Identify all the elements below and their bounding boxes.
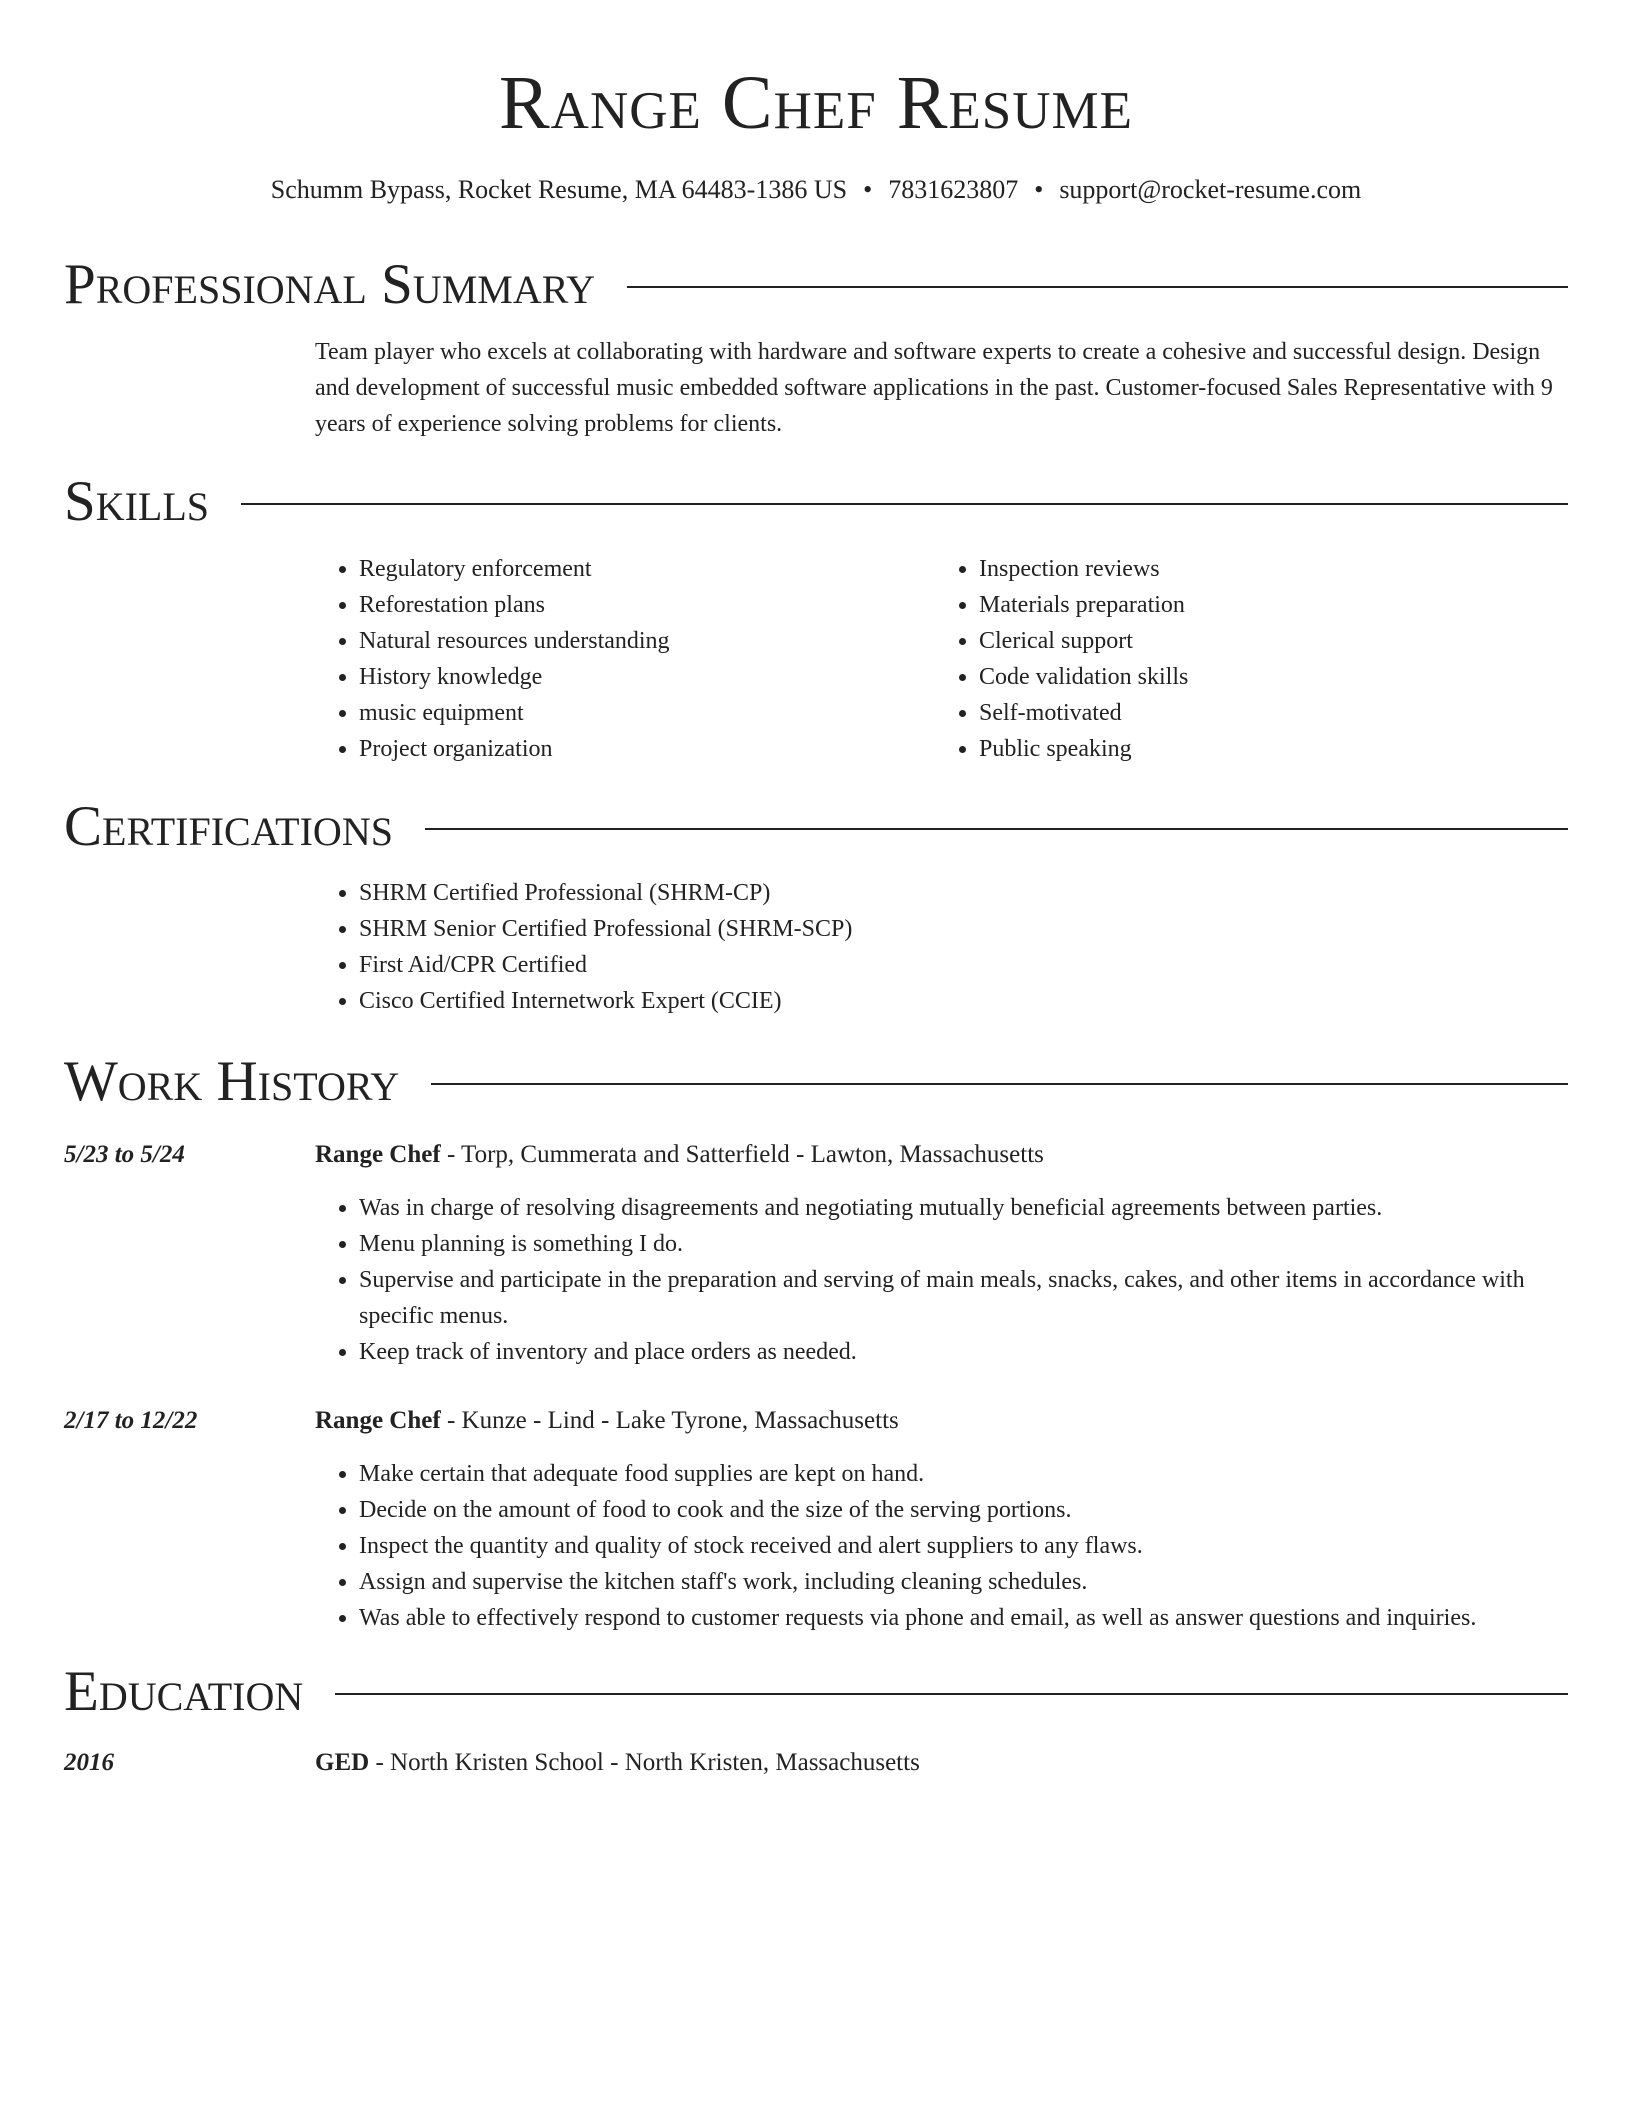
section-header-work-history bbox=[64, 1047, 1568, 1117]
job-duties-list bbox=[315, 1456, 1555, 1636]
list-item: • Decide on the amount of food to cook and the size of the serving portions. bbox=[359, 1492, 1555, 1528]
job-role: Range Chef bbox=[315, 1141, 441, 1168]
list-item: • Self-motivated bbox=[979, 695, 1555, 731]
list-item: • Code validation skills bbox=[979, 659, 1555, 695]
section-header-certifications bbox=[64, 792, 1568, 862]
list-item: • Was in charge of resolving disagreements and negotiating mutually beneficial agreements between parties. bbox=[359, 1190, 1555, 1226]
education-year: 2016 bbox=[64, 1749, 114, 1776]
job-employer: - Torp, Cummerata and Satterfield - Lawton, Massachusetts bbox=[440, 1141, 1044, 1168]
job-title-line bbox=[315, 1403, 1555, 1439]
list-item: • History knowledge bbox=[359, 659, 935, 695]
contact-address: Schumm Bypass, Rocket Resume, MA 64483-1386 US bbox=[270, 175, 848, 204]
list-item: • Was able to effectively respond to customer requests via phone and email, as well as answer questions and inquiries. bbox=[359, 1600, 1555, 1636]
list-item: • Reforestation plans bbox=[359, 587, 935, 623]
resume-title: Range Chef Resume bbox=[498, 61, 1134, 145]
contact-separator: • bbox=[863, 175, 873, 204]
list-item: • Make certain that adequate food supplies are kept on hand. bbox=[359, 1456, 1555, 1492]
list-item: • music equipment bbox=[359, 695, 935, 731]
job-employer: - Kunze - Lind - Lake Tyrone, Massachusetts bbox=[440, 1407, 899, 1434]
list-item: • SHRM Certified Professional (SHRM-CP) bbox=[359, 875, 1555, 911]
certifications-body bbox=[315, 875, 1555, 1019]
list-item: • Clerical support bbox=[979, 623, 1555, 659]
section-title: Certifications bbox=[64, 795, 393, 858]
job-title-line bbox=[315, 1137, 1555, 1173]
list-item: • Keep track of inventory and place orders as needed. bbox=[359, 1334, 1555, 1370]
skills-list bbox=[315, 551, 1555, 767]
section-title: Education bbox=[64, 1660, 304, 1723]
list-item: • First Aid/CPR Certified bbox=[359, 947, 1555, 983]
job-duties bbox=[315, 1456, 1555, 1636]
section-header-education bbox=[64, 1657, 1568, 1727]
contact-email: support@rocket-resume.com bbox=[1059, 175, 1362, 204]
contact-separator: • bbox=[1034, 175, 1044, 204]
certifications-list bbox=[315, 875, 1555, 1019]
section-title: Work History bbox=[64, 1050, 400, 1113]
list-item: • Public speaking bbox=[979, 731, 1555, 767]
section-divider bbox=[431, 1083, 1568, 1085]
contact-line bbox=[0, 173, 1632, 207]
summary-text: Team player who excels at collaborating with hardware and software experts to create a cohesive and successful design. Design and development of successful music embedded software applications in the past. Customer-focused Sales Representative with 9 years of experience solving problems for clients. bbox=[315, 339, 1553, 437]
job-duties bbox=[315, 1190, 1555, 1370]
section-divider bbox=[241, 503, 1568, 505]
list-item: • Regulatory enforcement bbox=[359, 551, 935, 587]
job-dates: 2/17 to 12/22 bbox=[64, 1407, 198, 1434]
list-item: • Menu planning is something I do. bbox=[359, 1226, 1555, 1262]
list-item: • Supervise and participate in the preparation and serving of main meals, snacks, cakes, and other items in accordance with specific menus. bbox=[359, 1262, 1555, 1334]
job-dates: 5/23 to 5/24 bbox=[64, 1141, 185, 1168]
section-divider bbox=[425, 828, 1568, 830]
list-item: • Assign and supervise the kitchen staff's work, including cleaning schedules. bbox=[359, 1564, 1555, 1600]
summary-body bbox=[315, 334, 1555, 442]
list-item: • Materials preparation bbox=[979, 587, 1555, 623]
list-item: • Inspection reviews bbox=[979, 551, 1555, 587]
section-title: Professional Summary bbox=[64, 253, 596, 316]
section-divider bbox=[627, 286, 1568, 288]
skills-column-right bbox=[935, 551, 1555, 767]
education-line bbox=[315, 1745, 1555, 1781]
education-degree: GED bbox=[315, 1749, 370, 1776]
section-header-summary bbox=[64, 250, 1568, 320]
list-item: • Inspect the quantity and quality of stock received and alert suppliers to any flaws. bbox=[359, 1528, 1555, 1564]
section-divider bbox=[335, 1693, 1568, 1695]
list-item: • Project organization bbox=[359, 731, 935, 767]
education-school: - North Kristen School - North Kristen, Massachusetts bbox=[369, 1749, 920, 1776]
list-item: • Natural resources understanding bbox=[359, 623, 935, 659]
section-title: Skills bbox=[64, 470, 210, 533]
list-item: • SHRM Senior Certified Professional (SHRM-SCP) bbox=[359, 911, 1555, 947]
list-item: • Cisco Certified Internetwork Expert (CCIE) bbox=[359, 983, 1555, 1019]
contact-phone: 7831623807 bbox=[888, 175, 1019, 204]
job-role: Range Chef bbox=[315, 1407, 441, 1434]
skills-column-left bbox=[315, 551, 935, 767]
section-header-skills bbox=[64, 467, 1568, 537]
job-duties-list bbox=[315, 1190, 1555, 1370]
